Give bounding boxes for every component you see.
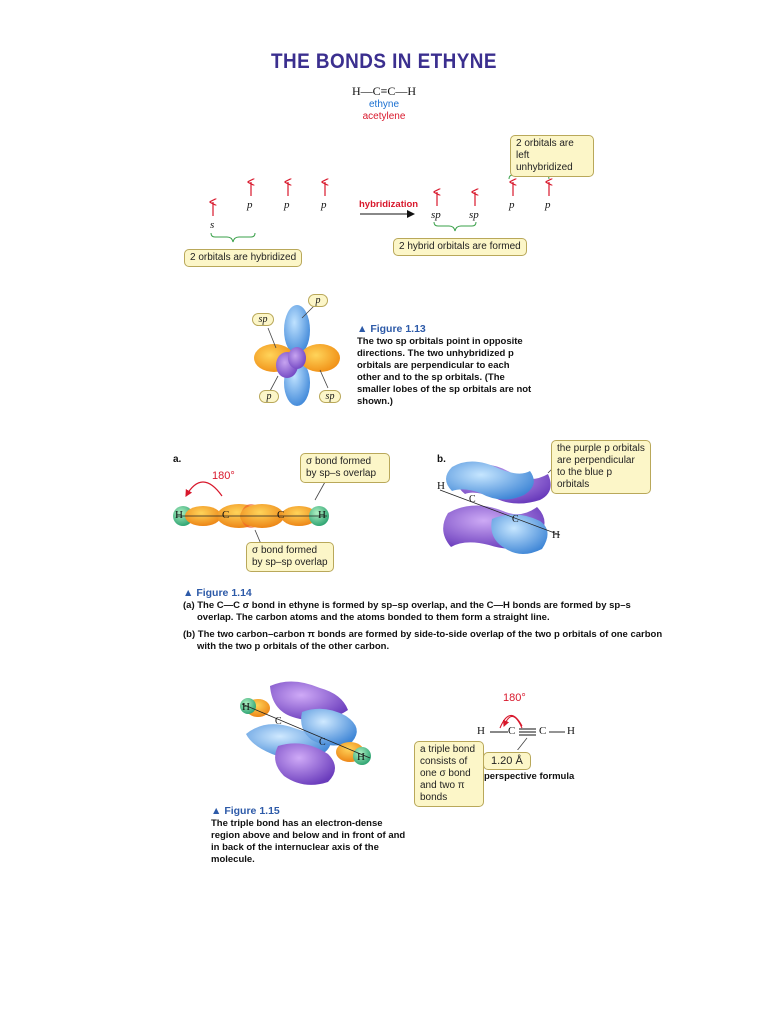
orbital-label: p xyxy=(545,199,551,211)
atom-h: H xyxy=(318,509,326,521)
panel-a-label: a. xyxy=(173,454,182,465)
atom-h: H xyxy=(175,509,183,521)
tag-p: p xyxy=(259,390,279,403)
callout-hybrid-formed: 2 hybrid orbitals are formed xyxy=(393,238,527,256)
perspective-formula-label: perspective formula xyxy=(484,771,575,782)
figure-1-14-heading: ▲ Figure 1.14 xyxy=(183,587,252,599)
orbital-label: p xyxy=(509,199,515,211)
atom-h: H xyxy=(567,725,575,737)
atom-c: C xyxy=(275,716,282,727)
atom-h: H xyxy=(242,701,250,713)
atom-c: C xyxy=(469,494,476,505)
callout-unhybridized: 2 orbitals are left unhybridized xyxy=(510,135,594,177)
atom-c: C xyxy=(539,725,547,737)
orbital-label: p xyxy=(247,199,253,211)
atom-c: C xyxy=(508,725,516,737)
orbital-label: p xyxy=(321,199,327,211)
figure-1-14-caption-b: (b) The two carbon–carbon π bonds are formed by side-to-side overlap of the two p orbitals of one carbon with the two p orbitals of the other carbon. xyxy=(183,629,663,652)
figure-1-13-heading: ▲ Figure 1.13 xyxy=(357,323,426,335)
orbital-label: p xyxy=(284,199,290,211)
atom-h: H xyxy=(357,751,365,763)
ethyne-formula: H—C≡C—H xyxy=(351,84,417,98)
figure-1-13-caption: The two sp orbitals point in opposite directions. The two unhybridized p orbitals are perpendicular to each other and to the sp orbitals. (The smaller lobes of the sp orbitals are not shown.) xyxy=(357,336,532,407)
hybridization-label: hybridization xyxy=(359,199,419,210)
triple-bond-figure xyxy=(238,676,378,788)
callout-purple-p: the purple p orbitals are perpendicular to the blue p orbitals xyxy=(551,440,651,494)
tag-p: p xyxy=(308,294,328,307)
name-ethyne: ethyne xyxy=(368,99,400,110)
bond-angle-180: 180° xyxy=(212,470,235,482)
atom-c: C xyxy=(277,509,285,521)
atom-h: H xyxy=(552,529,560,541)
figure-1-15-heading: ▲ Figure 1.15 xyxy=(211,805,280,817)
atom-c: C xyxy=(512,514,519,525)
callout-sigma-sp-sp: σ bond formed by sp–sp overlap xyxy=(246,542,334,572)
orbital-label: sp xyxy=(469,209,479,221)
orbital-label: sp xyxy=(431,209,441,221)
pi-bond-figure xyxy=(430,455,570,573)
figure-1-14-caption-a: (a) The C—C σ bond in ethyne is formed by sp–sp overlap, and the C—H bonds are formed by sp–s overlap. The carbon atoms and the atoms bonded to them form a straight line. xyxy=(183,600,631,623)
orbital-label: s xyxy=(210,219,215,231)
callout-hybridized: 2 orbitals are hybridized xyxy=(184,249,302,267)
tag-sp: sp xyxy=(319,390,341,403)
tag-sp: sp xyxy=(252,313,274,326)
brace-left xyxy=(211,233,255,242)
bond-length-tag: 1.20 Å xyxy=(483,752,531,770)
atom-c: C xyxy=(319,737,326,748)
atom-h: H xyxy=(477,725,485,737)
page-title: THE BONDS IN ETHYNE xyxy=(271,50,497,73)
figure-1-15-caption: The triple bond has an electron-dense region above and below and in front of and in back of the internuclear axis of the molecule. xyxy=(211,818,406,865)
name-acetylene: acetylene xyxy=(362,111,406,122)
panel-b-label: b. xyxy=(437,454,446,465)
atom-c: C xyxy=(222,509,230,521)
brace-mid xyxy=(434,222,476,231)
callout-sigma-sp-s: σ bond formed by sp–s overlap xyxy=(300,453,390,483)
bond-angle-180: 180° xyxy=(503,692,526,704)
callout-triple-bond: a triple bond consists of one σ bond and two π bonds xyxy=(414,741,484,807)
atom-h: H xyxy=(437,480,445,492)
